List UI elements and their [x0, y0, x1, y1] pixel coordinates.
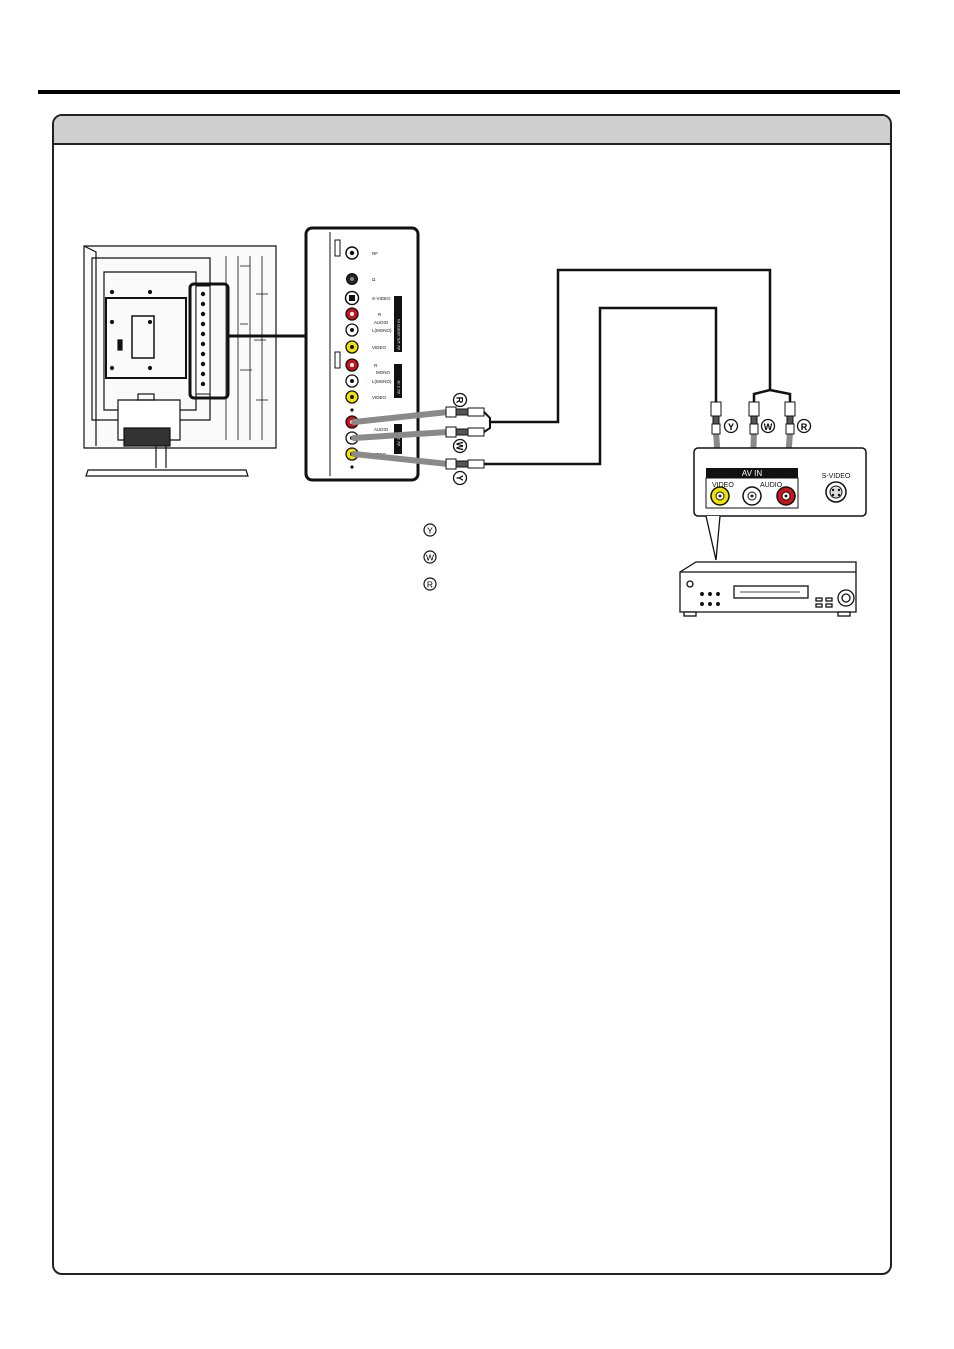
marker-yellow: Y	[454, 474, 465, 482]
cable-color-legend	[424, 524, 436, 590]
rca-plugs-tv-side	[446, 407, 484, 469]
source-device-illustration	[680, 562, 856, 616]
marker-yellow: Y	[727, 422, 735, 432]
legend-symbol-red: R	[426, 579, 434, 590]
group-label: AV 1/S-VIDEO IN	[396, 318, 401, 350]
port-label: L(MONO)	[372, 328, 392, 333]
port-label: RF	[372, 251, 378, 256]
port-label: Ω	[372, 277, 376, 282]
port-label: AUDIO	[374, 427, 389, 432]
port-label: VIDEO	[372, 452, 387, 457]
legend-symbol-yellow: Y	[427, 525, 433, 536]
port-label: R	[378, 312, 382, 317]
tv-side-panel	[306, 228, 418, 480]
marker-red: R	[800, 422, 808, 432]
marker-red: R	[454, 396, 465, 404]
video-label: VIDEO	[712, 482, 734, 489]
group-label: AV 3	[396, 437, 401, 446]
legend-symbol-white: W	[425, 552, 435, 563]
audio-label: AUDIO	[760, 482, 783, 489]
marker-white: W	[763, 422, 773, 432]
port-label: S-VIDEO	[372, 296, 391, 301]
s-video-label: S-VIDEO	[821, 473, 851, 480]
port-label: VIDEO	[372, 395, 387, 400]
av-in-label: AV IN	[741, 469, 763, 478]
port-label: R	[374, 363, 378, 368]
marker-white: W	[454, 441, 465, 451]
tv-rear-illustration	[84, 246, 276, 476]
cable-markers-device	[725, 420, 811, 433]
callout-pointer	[706, 516, 720, 560]
port-label: VIDEO	[372, 345, 387, 350]
rca-plugs-device-side	[711, 402, 795, 434]
port-label: L(MONO)	[372, 379, 392, 384]
group-label: AV 2 IN	[396, 380, 401, 394]
port-label: AUDIO	[374, 320, 389, 325]
port-label: MONO	[376, 370, 390, 375]
